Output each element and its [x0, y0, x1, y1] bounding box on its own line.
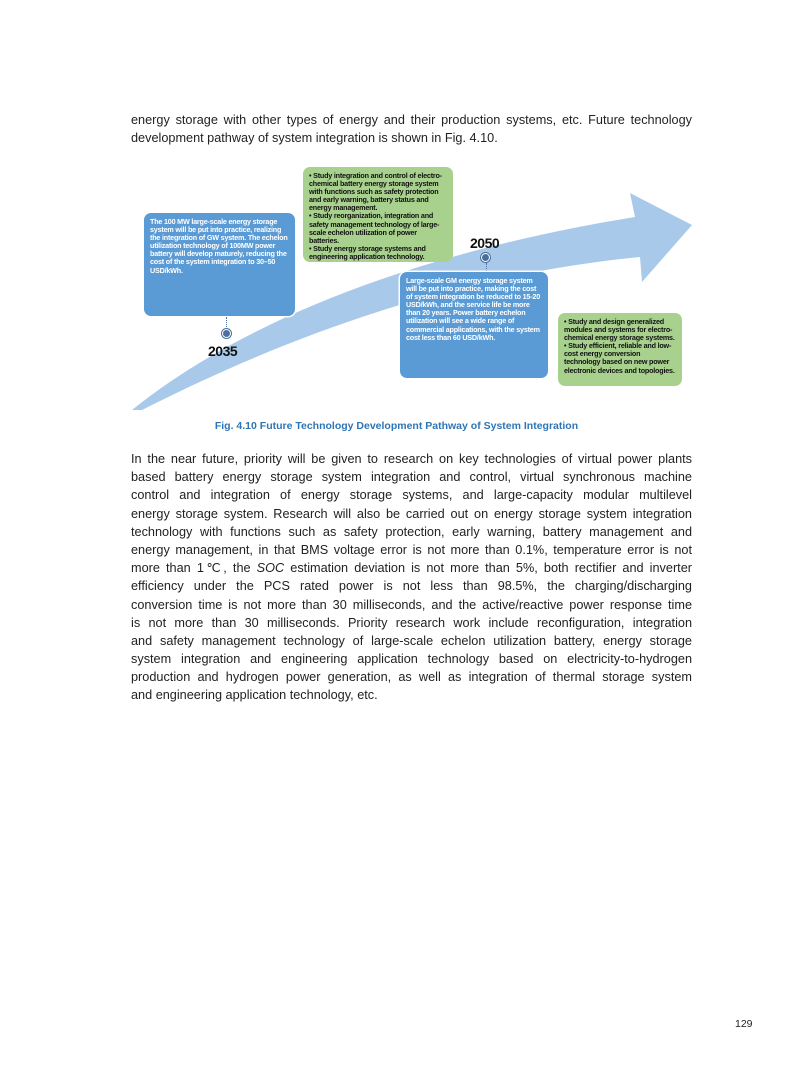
text-line: energy management, in that BMS voltage error is not more than 0.1%, temperature error is not [131, 542, 692, 557]
year-2035: 2035 [208, 343, 238, 359]
text-line: energy storage system. Research will also be carried out on energy storage system integration [131, 506, 692, 521]
research-item: • Study reorganization, integration and safety management technology of large-scale echelon utilization of power batteries. [309, 211, 440, 245]
box-2050-research [558, 313, 682, 386]
text-line: more than 1℃, the SOC estimation deviation is not more than 5%, both rectifier and inverter [131, 561, 692, 576]
text-line: efficiency under the PCS rated power is not less than 98.5%, the charging/discharging [131, 579, 692, 594]
body-paragraph [131, 450, 692, 705]
intro-paragraph [131, 111, 692, 147]
milestone-dot-2035 [222, 329, 231, 338]
research-item: • Study and design generalized modules and systems for electro-chemical energy storage systems. [564, 317, 675, 343]
box-2050-description: Large-scale GM energy storage system will be put into practice, making the cost of system integration be reduced to 15-20 USD/kWh, and the service life be more than 20 years. Power battery echelon utilization will see a wide range of commercial applications, with the system cost less than 60 USD/kWh. [400, 272, 548, 378]
page-number: 129 [735, 1018, 753, 1030]
text-line: production and hydrogen power generation, as well as integration of thermal storage system [131, 670, 692, 685]
box-2035-description: The 100 MW large-scale energy storage system will be put into practice, realizing the integration of GW system. The echelon utilization technology of 100MW power battery will develop maturely, reducing the cost of the system integration to 30–50 USD/kWh. [144, 213, 295, 316]
text-line: based battery energy storage system integration and control, virtual synchronous machine [131, 470, 692, 485]
text-line: control and integration of energy storage systems, and large-capacity modular multilevel [131, 488, 692, 503]
text-line: is not more than 30 milliseconds. Priority research work include reconfiguration, integration [131, 615, 692, 630]
research-item: • Study integration and control of electro-chemical battery energy storage system with functions such as safety protection and early warning, battery status and energy management. [309, 171, 442, 213]
research-item: • Study efficient, reliable and low-cost energy conversion technology based on new power electronic devices and topologies. [564, 341, 675, 375]
figure-caption: Fig. 4.10 Future Technology Development Pathway of System Integration [214, 420, 579, 432]
text-line: conversion time is not more than 30 milliseconds, and the active/reactive power response time [131, 597, 692, 612]
milestone-dot-2050 [481, 253, 490, 262]
figure-pathway [130, 165, 695, 415]
text-line: technology with functions such as safety protection, early warning, battery management and [131, 524, 692, 539]
text-line: and engineering application technology, etc. [131, 688, 378, 703]
year-2050: 2050 [470, 235, 500, 251]
box-2035-research [303, 167, 453, 262]
research-item: • Study energy storage systems and engineering application technology. [309, 243, 426, 261]
text-line: development pathway of system integration is shown in Fig. 4.10. [131, 131, 498, 146]
text-line: energy storage with other types of energy and their production systems, etc. Future technology [131, 113, 692, 127]
text-line: system integration and engineering application technology based on electricity-to-hydrogen [131, 652, 692, 667]
text-line: In the near future, priority will be given to research on key technologies of virtual power plants [131, 452, 692, 466]
text-line: and safety management technology of large-scale echelon utilization battery, energy storage [131, 633, 692, 648]
